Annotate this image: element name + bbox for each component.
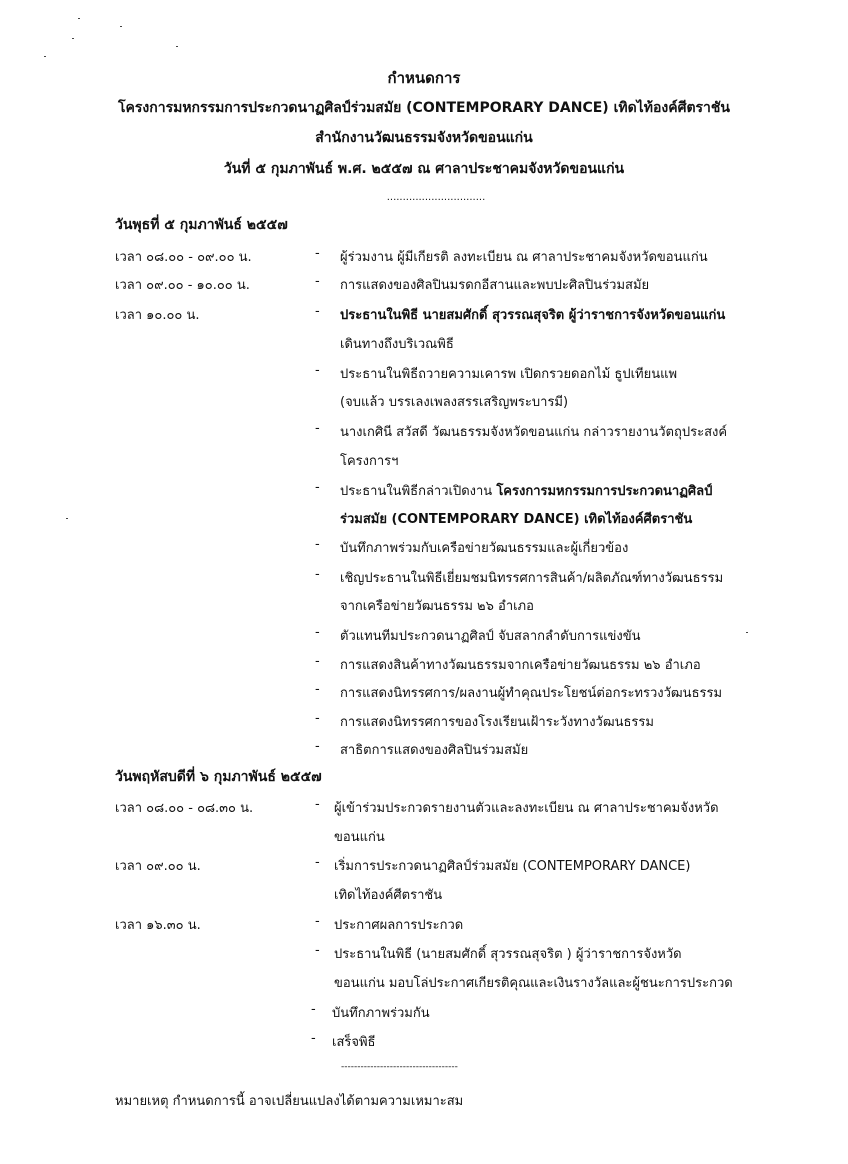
day1-item-1: ผู้ร่วมงาน ผู้มีเกียรติ ลงทะเบียน ณ ศาลาประชาคมจังหวัดขอนแก่น <box>340 250 708 265</box>
scan-speck <box>746 632 748 633</box>
scan-speck <box>176 46 178 47</box>
day2-item-6: เสร็จพิธี <box>332 1035 376 1050</box>
bullet-dash: - <box>315 625 320 640</box>
day1-heading: วันพุธที่ ๕ กุมภาพันธ์ ๒๕๕๗ <box>115 217 288 233</box>
day2-item-1: ผู้เข้าร่วมประกวดรายงานตัวและลงทะเบียน ณ ศาลาประชาคมจังหวัด <box>334 801 719 816</box>
day2-heading: วันพฤหัสบดีที่ ๖ กุมภาพันธ์ ๒๕๕๗ <box>115 769 322 785</box>
header-separator: ............................... <box>386 192 486 203</box>
day1-item-12: การแสดงนิทรรศการของโรงเรียนเฝ้าระวังทางวัฒนธรรม <box>340 715 654 730</box>
day1-item-10: การแสดงสินค้าทางวัฒนธรรมจากเครือข่ายวัฒนธรรม ๒๖ อำเภอ <box>340 658 701 673</box>
document-title: กำหนดการ <box>387 69 461 87</box>
day1-item-6 <box>340 480 712 501</box>
day1-item-5-cont: โครงการฯ <box>340 454 399 469</box>
office-name: สำนักงานวัฒนธรรมจังหวัดขอนแก่น <box>315 130 533 146</box>
day2-item-4-cont: ขอนแก่น มอบโล่ประกาศเกียรติคุณและเงินรางวัลและผู้ชนะการประกวด <box>334 976 733 991</box>
day2-time-2: เวลา ๐๙.๐๐ น. <box>115 859 201 874</box>
bullet-dash: - <box>315 943 320 958</box>
day2-item-4: ประธานในพิธี (นายสมศักดิ์ สุวรรณสุจริต ) ผู้ว่าราชการจังหวัด <box>334 947 682 962</box>
day2-item-1-cont: ขอนแก่น <box>334 830 385 845</box>
day1-item-11: การแสดงนิทรรศการ/ผลงานผู้ทำคุณประโยชน์ต่อกระทรวงวัฒนธรรม <box>340 686 723 701</box>
day2-item-2: เริ่มการประกวดนาฏศิลป์ร่วมสมัย (CONTEMPORARY DANCE) <box>334 859 691 874</box>
day1-item-8: เชิญประธานในพิธีเยี่ยมชมนิทรรศการสินค้า/ผลิตภัณฑ์ทางวัฒนธรรม <box>340 571 724 586</box>
day1-item-7: บันทึกภาพร่วมกับเครือข่ายวัฒนธรรมและผู้เกี่ยวข้อง <box>340 541 629 556</box>
day2-time-3: เวลา ๑๖.๓๐ น. <box>115 918 201 933</box>
bullet-dash: - <box>315 797 320 812</box>
remark-note: หมายเหตุ กำหนดการนี้ อาจเปลี่ยนแปลงได้ตามความเหมาะสม <box>115 1094 464 1109</box>
day1-item-2: การแสดงของศิลปินมรดกอีสานและพบปะศิลปินร่วมสมัย <box>340 278 650 293</box>
day1-item-4-cont: (จบแล้ว บรรเลงเพลงสรรเสริญพระบารมี) <box>340 395 569 410</box>
bullet-dash: - <box>315 855 320 870</box>
day1-item-3: ประธานในพิธี นายสมศักดิ์ สุวรรณสุจริต ผู้ว่าราชการจังหวัดขอนแก่น <box>340 308 726 323</box>
day1-item-6-project: โครงการมหกรรมการประกวดนาฏศิลป์ <box>496 484 713 499</box>
bullet-dash: - <box>315 711 320 726</box>
bullet-dash: - <box>315 274 320 289</box>
bullet-dash: - <box>311 1031 316 1046</box>
day2-item-5: บันทึกภาพร่วมกัน <box>332 1006 430 1021</box>
scan-speck <box>120 26 122 27</box>
date-venue: วันที่ ๕ กุมภาพันธ์ พ.ศ. ๒๕๕๗ ณ ศาลาประชาคมจังหวัดขอนแก่น <box>223 161 625 177</box>
day1-time-3: เวลา ๑๐.๐๐ น. <box>115 308 200 323</box>
bullet-dash: - <box>315 654 320 669</box>
day1-item-6-cont: ร่วมสมัย (CONTEMPORARY DANCE) เทิดไท้องค์ศีตราชัน <box>340 512 693 527</box>
day1-item-8-cont: จากเครือข่ายวัฒนธรรม ๒๖ อำเภอ <box>340 599 534 614</box>
scan-speck <box>72 38 74 39</box>
day1-time-2: เวลา ๐๙.๐๐ - ๑๐.๐๐ น. <box>115 278 250 293</box>
scan-speck <box>66 518 68 519</box>
day1-item-3-cont: เดินทางถึงบริเวณพิธี <box>340 337 454 352</box>
bullet-dash: - <box>315 363 320 378</box>
project-name: โครงการมหกรรมการประกวดนาฏศิลป์ร่วมสมัย (CONTEMPORARY DANCE) เทิดไท้องค์ศีตราชัน <box>118 100 730 116</box>
bullet-dash: - <box>315 914 320 929</box>
day1-item-13: สาธิตการแสดงของศิลปินร่วมสมัย <box>340 743 529 758</box>
closing-separator: ------------------------------------ <box>341 1062 458 1072</box>
bullet-dash: - <box>315 421 320 436</box>
scan-speck <box>78 18 80 19</box>
day2-item-3: ประกาศผลการประกวด <box>334 918 464 933</box>
day1-item-6-text: ประธานในพิธีกล่าวเปิดงาน <box>340 484 497 499</box>
day2-time-1: เวลา ๐๘.๐๐ - ๐๘.๓๐ น. <box>115 801 254 816</box>
day1-item-4: ประธานในพิธีถวายความเคารพ เปิดกรวยดอกไม้ ธูปเทียนแพ <box>340 367 678 382</box>
bullet-dash: - <box>315 537 320 552</box>
bullet-dash: - <box>315 682 320 697</box>
scan-speck <box>44 56 46 57</box>
bullet-dash: - <box>315 246 320 261</box>
day1-item-5: นางเกศินี สวัสดี วัฒนธรรมจังหวัดขอนแก่น กล่าวรายงานวัตถุประสงค์ <box>340 425 728 440</box>
bullet-dash: - <box>315 480 320 495</box>
day1-item-9: ตัวแทนทีมประกวดนาฏศิลป์ จับสลากลำดับการแข่งขัน <box>340 629 641 644</box>
day2-item-2-cont: เทิดไท้องค์ศีตราชัน <box>334 888 443 903</box>
bullet-dash: - <box>315 739 320 754</box>
day1-time-1: เวลา ๐๘.๐๐ - ๐๙.๐๐ น. <box>115 250 252 265</box>
bullet-dash: - <box>315 567 320 582</box>
bullet-dash: - <box>311 1002 316 1017</box>
bullet-dash: - <box>315 304 320 319</box>
